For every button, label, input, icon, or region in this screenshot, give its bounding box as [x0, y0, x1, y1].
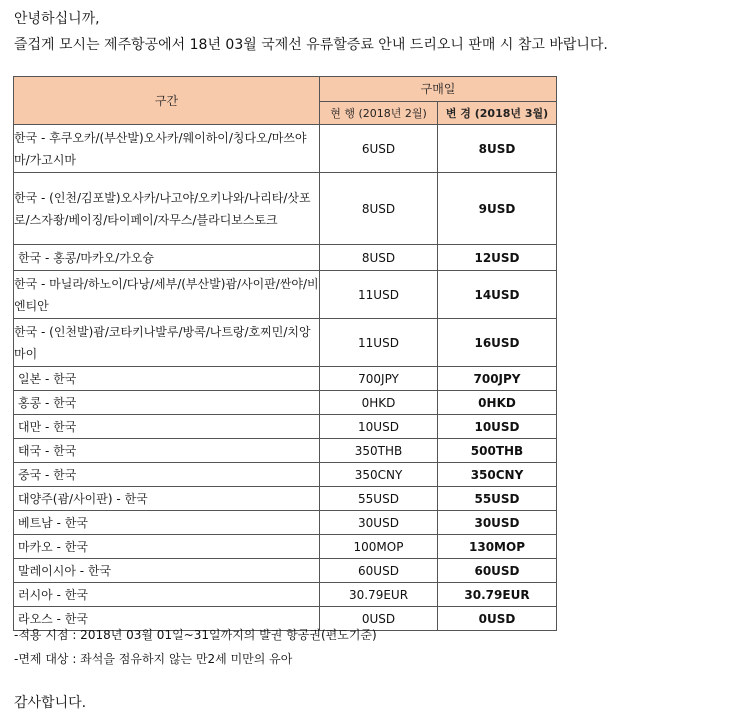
current-fee-cell: 8USD — [320, 173, 438, 245]
route-cell: 베트남 - 한국 — [14, 511, 320, 535]
route-cell: 홍콩 - 한국 — [14, 391, 320, 415]
table-row — [14, 487, 557, 511]
table-row — [14, 173, 557, 245]
new-fee-cell: 30USD — [438, 511, 557, 535]
period-note: -적용 시점 : 2018년 03월 01일~31일까지의 발권 항공권(편도기준) — [14, 628, 377, 642]
current-fee-cell: 100MOP — [320, 535, 438, 559]
route-cell: 한국 - (인천/김포발)오사카/나고야/오키나와/나리타/삿포로/스자좡/베이징/타이페이/자무스/블라디보스토크 — [14, 173, 320, 245]
table-row — [14, 391, 557, 415]
table-row — [14, 535, 557, 559]
current-fee-cell: 30.79EUR — [320, 583, 438, 607]
new-fee-cell: 130MOP — [438, 535, 557, 559]
route-cell: 대만 - 한국 — [14, 415, 320, 439]
new-fee-cell: 55USD — [438, 487, 557, 511]
current-fee-cell: 6USD — [320, 125, 438, 173]
table-row — [14, 439, 557, 463]
table-row — [14, 583, 557, 607]
new-fee-cell: 700JPY — [438, 367, 557, 391]
new-fee-cell: 9USD — [438, 173, 557, 245]
table-row — [14, 367, 557, 391]
current-fee-cell: 30USD — [320, 511, 438, 535]
route-cell: 마카오 - 한국 — [14, 535, 320, 559]
current-fee-cell: 0USD — [320, 607, 438, 631]
table-row — [14, 511, 557, 535]
route-cell: 한국 - 홍콩/마카오/가오슝 — [14, 245, 320, 271]
route-cell: 일본 - 한국 — [14, 367, 320, 391]
route-cell: 대양주(괌/사이판) - 한국 — [14, 487, 320, 511]
current-fee-cell: 11USD — [320, 271, 438, 319]
new-fee-cell: 350CNY — [438, 463, 557, 487]
route-header: 구간 — [14, 77, 320, 125]
new-fee-cell: 0USD — [438, 607, 557, 631]
current-fee-cell: 350CNY — [320, 463, 438, 487]
table-row — [14, 559, 557, 583]
table-row — [14, 125, 557, 173]
current-fee-cell: 350THB — [320, 439, 438, 463]
current-fee-cell: 0HKD — [320, 391, 438, 415]
route-cell: 말레이시아 - 한국 — [14, 559, 320, 583]
current-fee-cell: 11USD — [320, 319, 438, 367]
route-cell: 러시아 - 한국 — [14, 583, 320, 607]
table-row — [14, 463, 557, 487]
table-row — [14, 415, 557, 439]
route-cell: 한국 - 마닐라/하노이/다낭/세부/(부산발)괌/사이판/싼야/비엔티안 — [14, 271, 320, 319]
current-fee-cell: 700JPY — [320, 367, 438, 391]
new-fee-cell: 0HKD — [438, 391, 557, 415]
new-fee-cell: 60USD — [438, 559, 557, 583]
route-cell: 라오스 - 한국 — [14, 607, 320, 631]
table-row — [14, 245, 557, 271]
new-fee-cell: 16USD — [438, 319, 557, 367]
fuel-surcharge-table — [13, 76, 557, 631]
new-fee-cell: 8USD — [438, 125, 557, 173]
exemption-note: -면제 대상 : 좌석을 점유하지 않는 만2세 미만의 유아 — [14, 652, 293, 666]
purchase-date-header: 구매일 — [320, 77, 557, 102]
table-row — [14, 319, 557, 367]
closing-text: 감사합니다. — [14, 695, 87, 711]
current-fee-cell: 55USD — [320, 487, 438, 511]
route-cell: 중국 - 한국 — [14, 463, 320, 487]
new-fee-cell: 10USD — [438, 415, 557, 439]
new-fee-cell: 12USD — [438, 245, 557, 271]
current-fee-cell: 60USD — [320, 559, 438, 583]
route-cell: 태국 - 한국 — [14, 439, 320, 463]
current-column-header: 현 행 (2018년 2월) — [320, 101, 438, 125]
route-cell: 한국 - 후쿠오카/(부산발)오사카/웨이하이/칭다오/마쓰야마/가고시마 — [14, 125, 320, 173]
current-fee-cell: 8USD — [320, 245, 438, 271]
new-fee-cell: 14USD — [438, 271, 557, 319]
new-column-header: 변 경 (2018년 3월) — [438, 101, 557, 125]
new-fee-cell: 500THB — [438, 439, 557, 463]
current-fee-cell: 10USD — [320, 415, 438, 439]
table-row — [14, 271, 557, 319]
greeting: 안녕하십니까, — [14, 11, 100, 27]
new-fee-cell: 30.79EUR — [438, 583, 557, 607]
route-cell: 한국 - (인천발)괌/코타키나발루/방콕/나트랑/호찌민/치앙마이 — [14, 319, 320, 367]
intro-text: 즐겁게 모시는 제주항공에서 18년 03월 국제선 유류할증료 안내 드리오니 판매 시 참고 바랍니다. — [14, 37, 608, 53]
